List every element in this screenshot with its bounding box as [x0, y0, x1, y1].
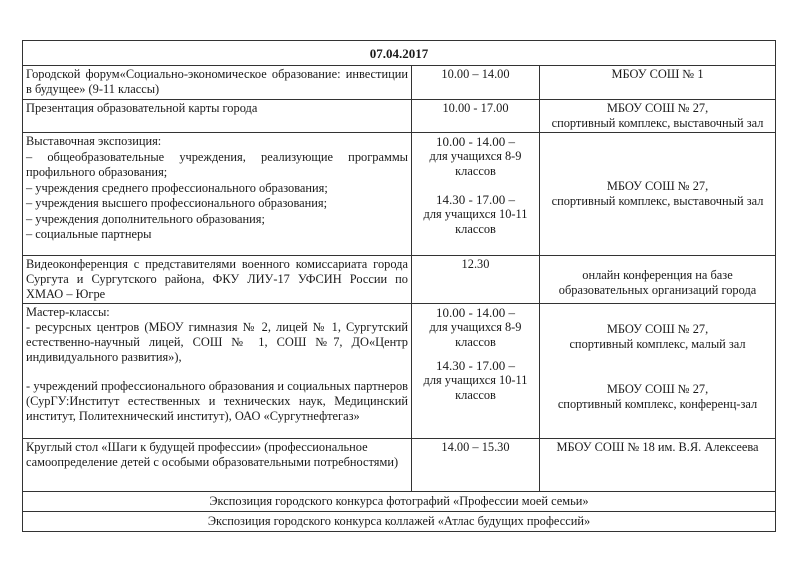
schedule-table [22, 40, 776, 532]
event-cell: Городской форум«Социально-экономическое образование: инвестиции в будущее» (9-11 классы) [23, 66, 412, 100]
time-cell: 10.00 - 17.00 [412, 100, 540, 133]
event-part: - учреждений профессионального образования и социальных партнеров (СурГУ:Институт естественных и технических наук, Медицинский институт, Политехнический институт), ОАО «Сургутнефтегаз» [26, 379, 408, 423]
event-cell: Видеоконференция с представителями военного комиссариата города Сургута и Сургутского района, ФКУ ЛИУ-17 УФСИН России по ХМАО – Югре [23, 256, 412, 304]
event-item: – учреждения среднего профессионального образования; [26, 180, 328, 195]
event-title: Мастер-классы: [26, 305, 110, 319]
place-line: МБОУ СОШ № 27, [606, 322, 709, 336]
place-cell: МБОУ СОШ № 1 [540, 66, 776, 100]
time-note: для учащихся 8-9 [429, 320, 522, 334]
place-line: онлайн конференция на базе [582, 268, 733, 282]
table-row [23, 66, 776, 100]
event-cell: Презентация образовательной карты города [23, 100, 412, 133]
time-cell: 14.00 – 15.30 [412, 439, 540, 492]
time-note: для учащихся 10-11 [423, 207, 528, 221]
event-title: Выставочная экспозиция: [26, 134, 162, 148]
date-header: 07.04.2017 [23, 41, 776, 66]
photo-exhibition-note: Экспозиция городского конкурса фотографий «Профессии моей семьи» [23, 492, 776, 512]
time-range: 10.00 - 14.00 – [435, 134, 516, 149]
place-line: МБОУ СОШ № 27, [606, 179, 709, 193]
time-range: 10.00 - 14.00 – [435, 305, 516, 320]
table-row [23, 439, 776, 492]
time-cell: 10.00 – 14.00 [412, 66, 540, 100]
place-cell [540, 256, 776, 304]
place-cell [540, 133, 776, 256]
time-range: 14.30 - 17.00 – [435, 358, 516, 373]
place-line: спортивный комплекс, выставочный зал [551, 116, 764, 130]
event-item: – общеобразовательные учреждения, реализующие программы профильного образования; [26, 149, 408, 179]
time-cell [412, 304, 540, 439]
place-line: спортивный комплекс, конференц-зал [557, 397, 758, 411]
time-note: для учащихся 8-9 [429, 149, 522, 163]
collage-exhibition-note: Экспозиция городского конкурса коллажей «Атлас будущих профессий» [23, 512, 776, 532]
footer-row [23, 512, 776, 532]
place-line: МБОУ СОШ № 27, [606, 101, 709, 115]
table-row [23, 256, 776, 304]
place-line: спортивный комплекс, малый зал [569, 337, 746, 351]
event-item: – учреждения дополнительного образования; [26, 211, 265, 226]
place-cell [540, 304, 776, 439]
place-line: спортивный комплекс, выставочный зал [551, 194, 764, 208]
time-note: классов [455, 164, 496, 178]
place-line: МБОУ СОШ № 27, [606, 382, 709, 396]
place-line: образовательных организаций города [558, 283, 757, 297]
time-note: классов [455, 222, 496, 236]
date-header-row [23, 41, 776, 66]
event-part: - ресурсных центров (МБОУ гимназия № 2, лицей № 1, Сургутский естественно-научный лицей, СОШ № 1, СОШ №7, ДО«Центр индивидуального развития»), [26, 320, 408, 364]
time-note: классов [455, 335, 496, 349]
event-cell: Круглый стол «Шаги к будущей профессии» (профессиональное самоопределение детей с особыми образовательными потребностями) [23, 439, 412, 492]
time-note: для учащихся 10-11 [423, 373, 528, 387]
time-note: классов [455, 388, 496, 402]
footer-row [23, 492, 776, 512]
event-item: – учреждения высшего профессионального образования; [26, 196, 328, 210]
event-cell [23, 133, 412, 256]
table-row [23, 100, 776, 133]
time-range: 14.30 - 17.00 – [435, 192, 516, 207]
place-cell [540, 100, 776, 133]
time-cell: 12.30 [412, 256, 540, 304]
event-cell [23, 304, 412, 439]
time-cell [412, 133, 540, 256]
place-cell: МБОУ СОШ № 18 им. В.Я. Алексеева [540, 439, 776, 492]
event-item: – социальные партнеры [26, 227, 152, 241]
table-row [23, 133, 776, 256]
table-row [23, 304, 776, 439]
